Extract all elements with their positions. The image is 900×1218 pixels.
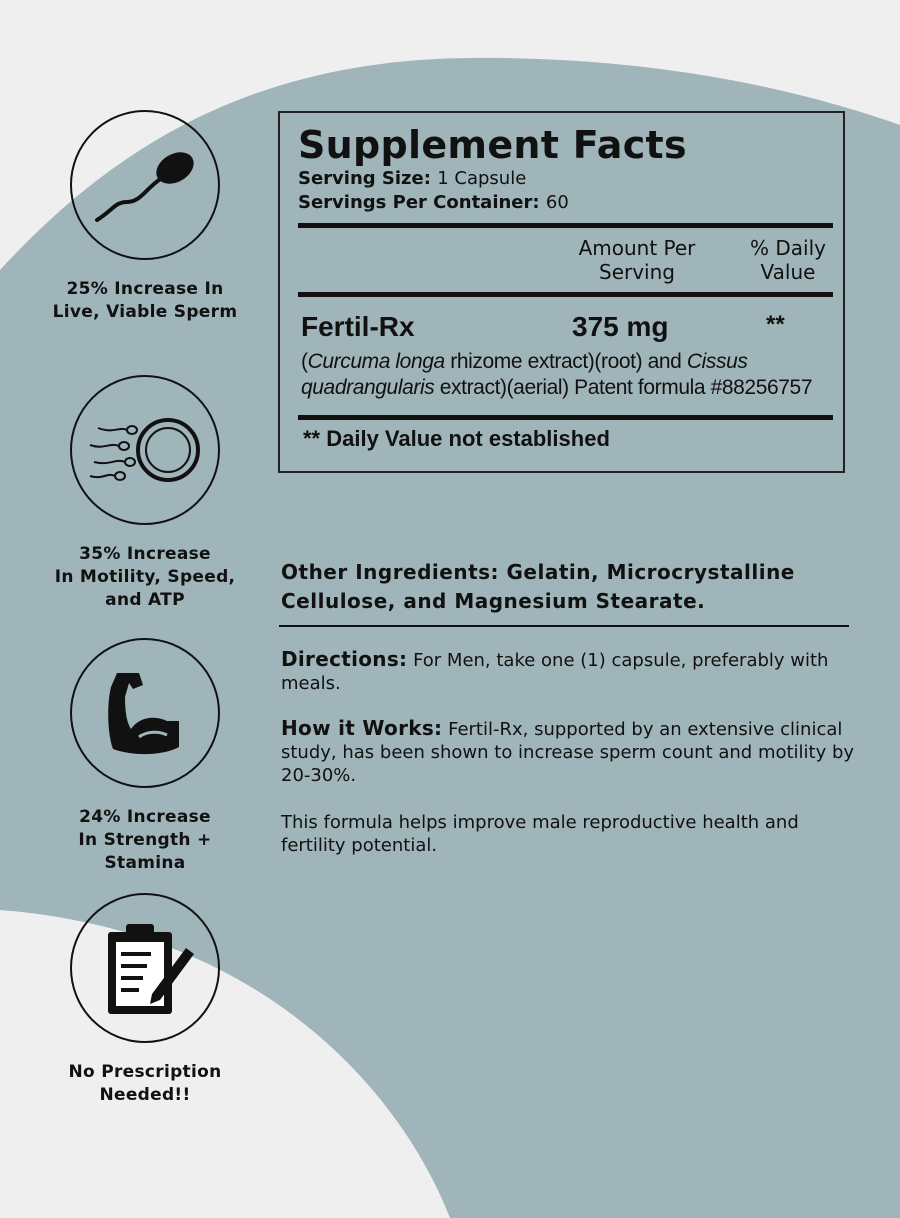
ingredient-name: Fertil-Rx [301, 311, 415, 342]
desc-part: ( [301, 350, 308, 373]
directions [281, 648, 861, 695]
desc-part: Curcuma longa [307, 350, 445, 373]
clipboard-pen-icon [70, 893, 220, 1043]
benefit-label-line: Stamina [104, 853, 186, 873]
header-line: Serving [599, 260, 675, 284]
benefit-label-line: 25% Increase In [66, 279, 224, 299]
servings-value: 60 [545, 192, 569, 213]
benefit-no-prescription [20, 893, 270, 1107]
other-ingredients: Other Ingredients: Gelatin, Microcrystalline Cellulose, and Magnesium Stearate. [281, 560, 795, 613]
ingredient-row [298, 297, 833, 415]
sperm-egg-icon [70, 375, 220, 525]
facts-header-row [298, 228, 833, 292]
desc-part: rhizome extract)(root) and [444, 350, 687, 373]
benefit-label-line: No Prescription [68, 1062, 222, 1082]
supplement-facts-panel [278, 111, 845, 473]
benefit-label-line: and ATP [105, 590, 185, 610]
benefit-label-line: Live, Viable Sperm [52, 302, 238, 322]
how-it-works-heading: How it Works: [281, 716, 443, 740]
benefit-live-sperm [20, 110, 270, 324]
formula-statement: This formula helps improve male reproductive health and fertility potential. [281, 812, 799, 856]
amount-per-serving-header [562, 236, 712, 284]
sperm-icon [70, 110, 220, 260]
benefit-motility [20, 375, 270, 612]
benefit-label-line: Needed!! [99, 1085, 191, 1105]
section-divider [279, 625, 849, 627]
benefit-strength [20, 638, 270, 875]
header-line: % Daily [750, 236, 826, 260]
ingredient-amount: 375 mg [572, 311, 669, 342]
how-it-works [281, 717, 861, 787]
directions-text: For Men, take one (1) capsule, preferably with meals. [281, 650, 829, 694]
servings-label: Servings Per Container: [298, 192, 540, 213]
desc-part: extract)(aerial) Patent formula #88256757 [434, 376, 813, 399]
desc-part: Cissus [686, 350, 748, 373]
benefit-label-line: In Motility, Speed, [54, 567, 236, 587]
serving-size-label: Serving Size: [298, 168, 431, 189]
benefit-label-line: In Strength + [78, 830, 212, 850]
desc-part: quadrangularis [301, 376, 435, 399]
how-it-works-text: Fertil-Rx, supported by an extensive clinical study, has been shown to increase sperm count and motility by 20-30%. [281, 719, 855, 786]
servings-per-container [298, 191, 833, 215]
facts-divider [298, 415, 833, 420]
daily-value-note: ** Daily Value not established [303, 426, 610, 451]
benefit-label-line: 24% Increase [79, 807, 211, 827]
flexed-arm-icon [70, 638, 220, 788]
facts-title: Supplement Facts [298, 123, 687, 167]
serving-size-value: 1 Capsule [437, 168, 527, 189]
serving-size [298, 167, 833, 191]
header-line: Amount Per [578, 236, 696, 260]
directions-heading: Directions: [281, 647, 408, 671]
header-line: Value [760, 260, 816, 284]
ingredient-daily-value: ** [766, 311, 785, 338]
daily-value-header [740, 236, 836, 284]
ingredient-description [301, 349, 841, 401]
benefit-label-line: 35% Increase [79, 544, 211, 564]
